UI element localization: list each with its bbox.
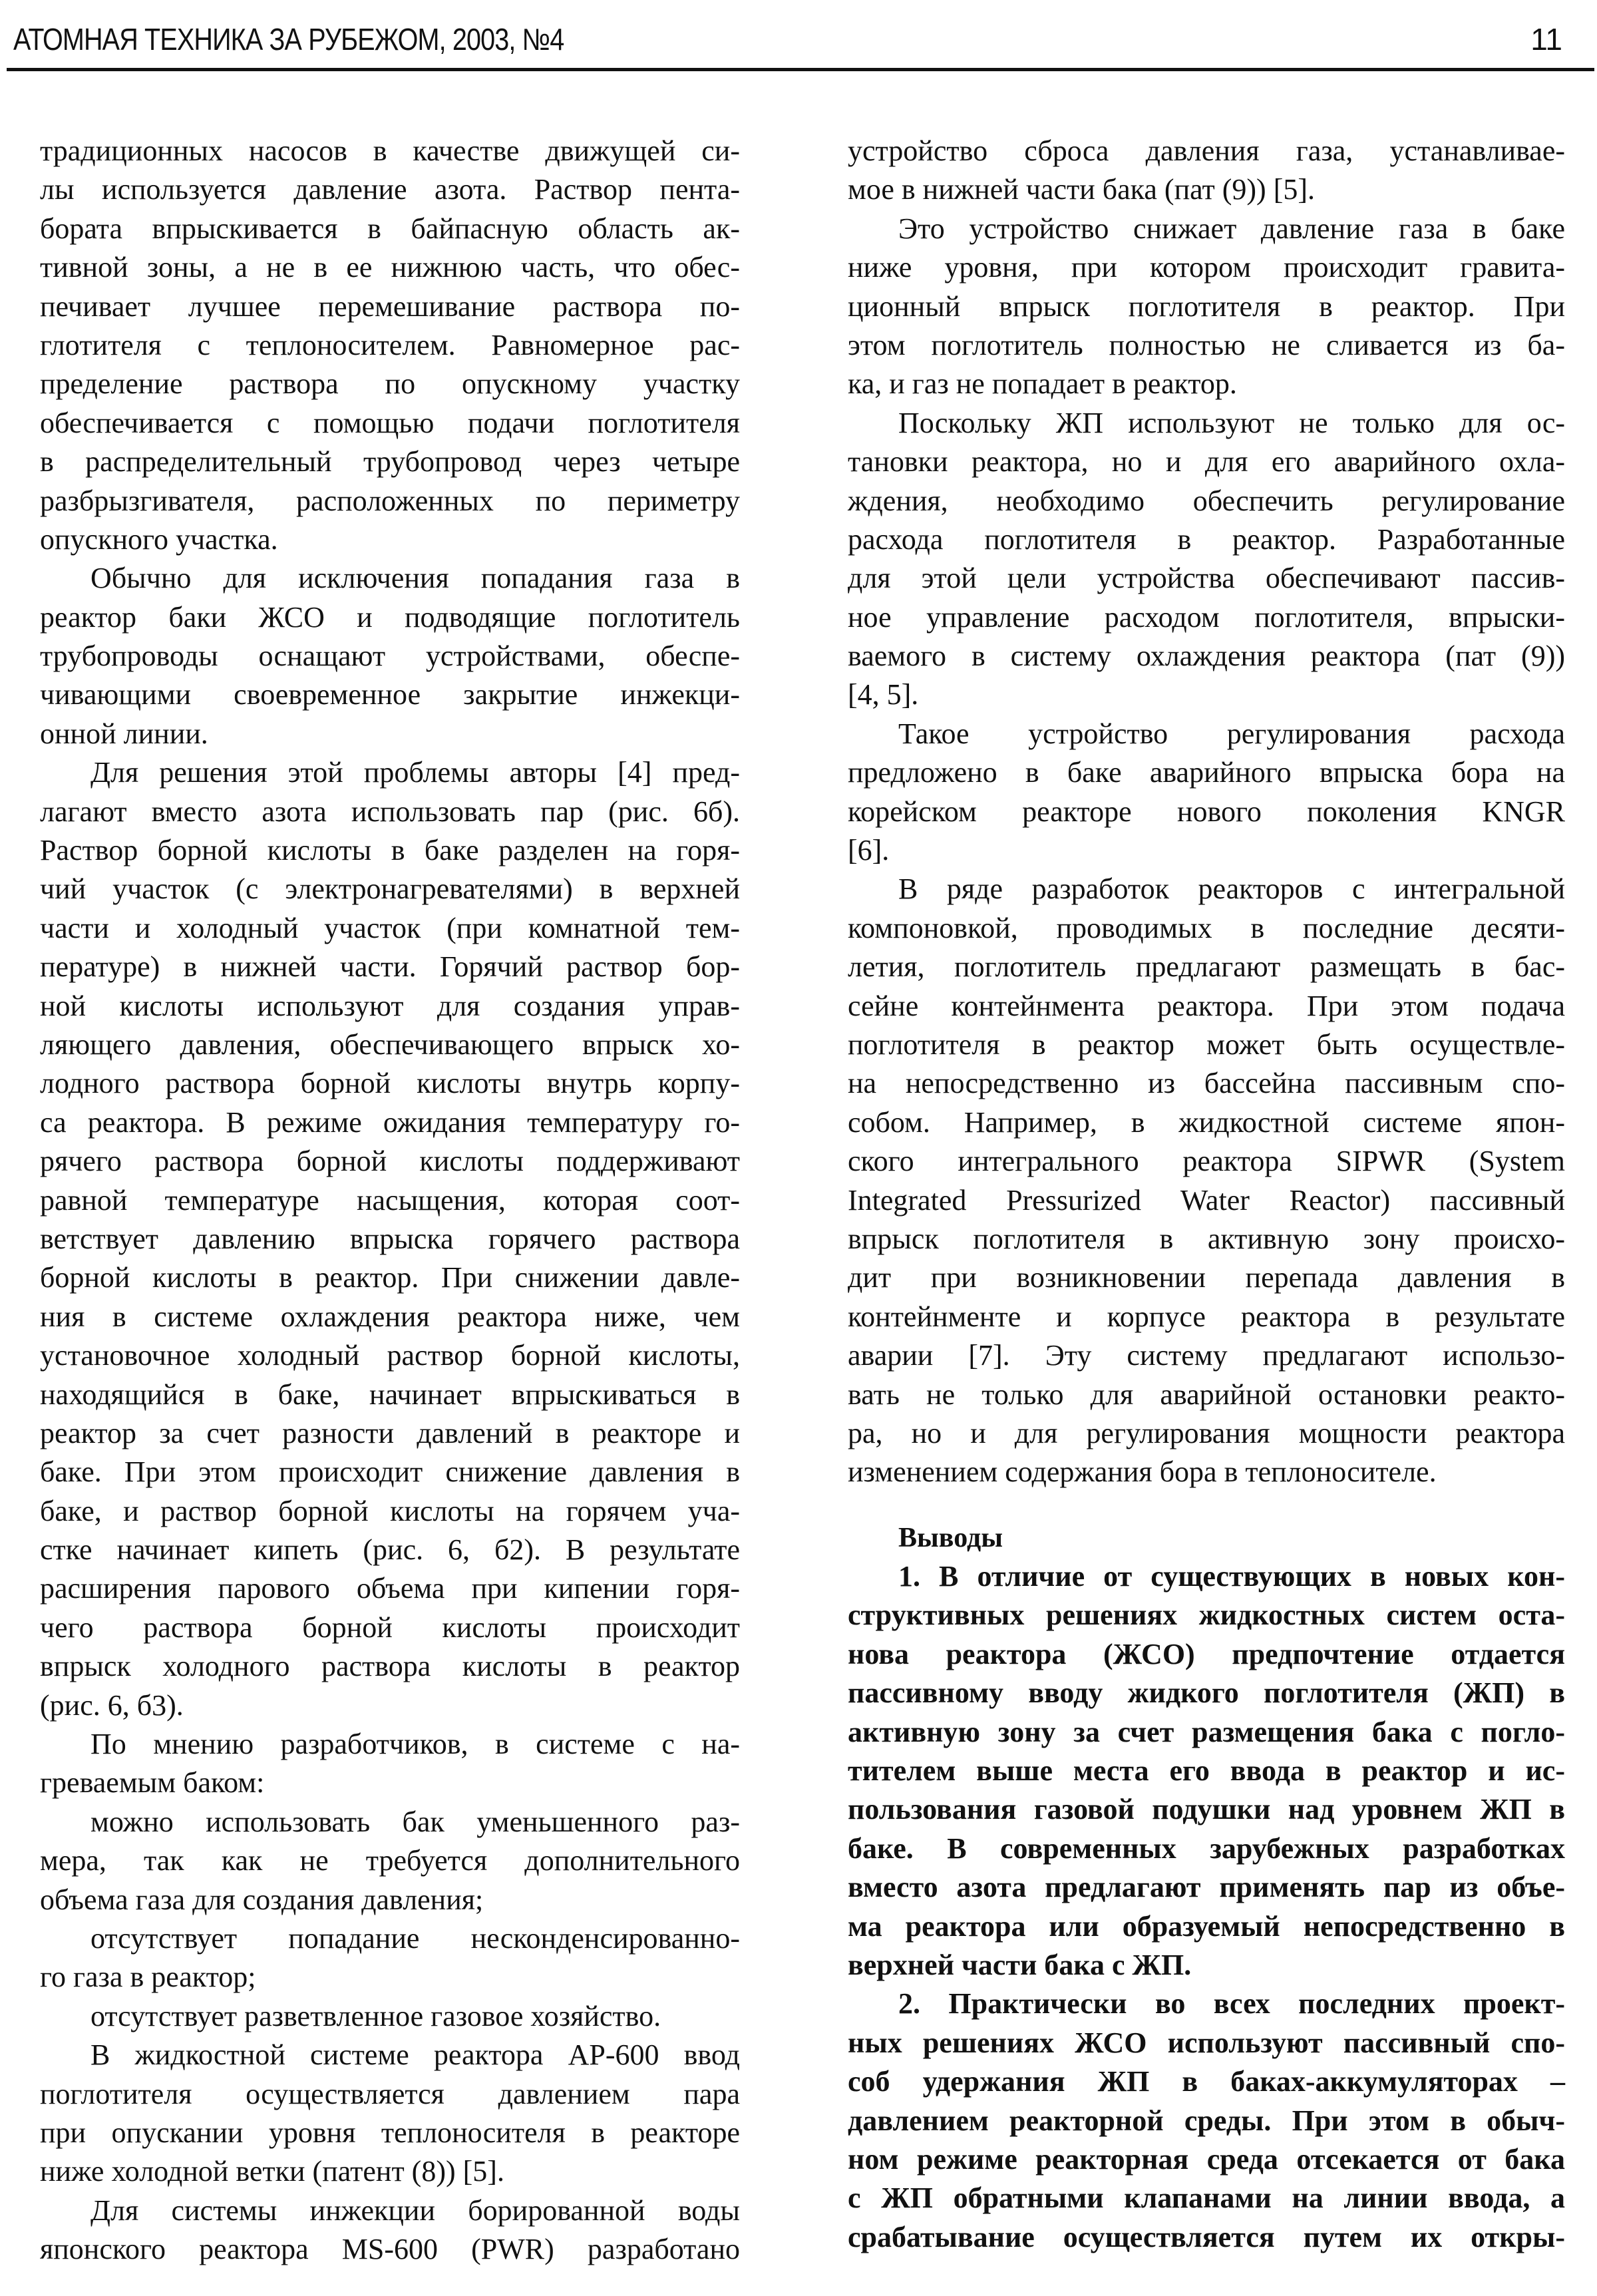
right-column-body [848, 132, 1565, 1492]
text-line: можно использовать бак уменьшенного раз- [90, 1805, 740, 1838]
text-line: пассивному вводу жидкого поглотителя (ЖП) в [848, 1676, 1565, 1710]
text-line: лагают вместо азота использовать пар (рис. 6б). [40, 795, 740, 828]
text-line: баке. В современных зарубежных разработках [848, 1831, 1565, 1865]
text-line: дит при возникновении перепада давления в [848, 1261, 1565, 1294]
conclusions-heading: Выводы [898, 1522, 1003, 1553]
text-line: В жидкостной системе реактора АР-600 ввод [90, 2038, 740, 2072]
text-line: рячего раствора борной кислоты поддерживают [40, 1145, 740, 1178]
paragraph [40, 1725, 740, 1803]
text-line: го газа в реактор; [40, 1961, 256, 1994]
text-line: в распределительный трубопровод через четыре [40, 445, 740, 478]
text-line: пределение раствора по опускному участку [40, 367, 740, 401]
text-line: ной кислоты используют для создания управ- [40, 989, 740, 1022]
paragraph [40, 1919, 740, 1997]
paragraph [848, 715, 1565, 870]
paragraph [848, 210, 1565, 404]
text-line: ных решениях ЖСО используют пассивный спо- [848, 2026, 1565, 2059]
text-line: верхней части бака с ЖП. [848, 1948, 1192, 1981]
text-line: отсутствует попадание несконденсированно- [90, 1921, 740, 1955]
paragraph [848, 1985, 1565, 2257]
text-line: реактор за счет разности давлений в реакторе и [40, 1416, 740, 1449]
text-line: пературе) в нижней части. Горячий раствор бор- [40, 950, 740, 984]
text-line: срабатывание осуществляется путем их откры- [848, 2220, 1565, 2253]
text-line: ветствует давлению впрыска горячего раствора [40, 1222, 740, 1255]
paragraph [40, 1803, 740, 1919]
text-line: традиционных насосов в качестве движущей си- [40, 134, 740, 167]
text-line: Для системы инжекции борированной воды [90, 2194, 740, 2227]
text-line: Обычно для исключения попадания газа в [90, 562, 740, 595]
paragraph [848, 1557, 1565, 1985]
text-line: тановки реактора, но и для его аварийного охла- [848, 445, 1565, 478]
text-line: чего раствора борной кислоты происходит [40, 1611, 740, 1644]
text-line: По мнению разработчиков, в системе с на- [90, 1728, 740, 1761]
text-line: ского интегрального реактора SIPWR (System [848, 1145, 1565, 1178]
text-line: компоновкой, проводимых в последние десяти- [848, 911, 1565, 944]
page-number: 11 [1530, 22, 1562, 57]
text-line: ния в системе охлаждения реактора ниже, чем [40, 1300, 740, 1333]
text-line: японского реактора MS-600 (PWR) разработано [40, 2233, 740, 2266]
text-line: глотителя с теплоносителем. Равномерное рас- [40, 328, 740, 361]
text-line: части и холодный участок (при комнатной тем- [40, 911, 740, 944]
text-line: тивной зоны, а не в ее нижнюю часть, что обес- [40, 251, 740, 284]
text-line: ниже холодной ветки (патент (8)) [5]. [40, 2155, 504, 2188]
text-line: [6]. [848, 834, 890, 867]
text-line: чий участок (с электронагревателями) в верхней [40, 872, 740, 906]
text-line: вместо азота предлагают применять пар из объе- [848, 1871, 1565, 1904]
text-line: на непосредственно из бассейна пассивным спо- [848, 1067, 1565, 1100]
paragraph [40, 132, 740, 559]
text-line: (рис. 6, б3). [40, 1688, 184, 1722]
text-line: отсутствует разветвленное газовое хозяйство. [90, 1999, 661, 2032]
text-line: лодного раствора борной кислоты внутрь корпу- [40, 1067, 740, 1100]
text-line: ма реактора или образуемый непосредственно в [848, 1909, 1565, 1943]
paragraph [40, 2036, 740, 2192]
text-line: сейне контейнмента реактора. При этом подача [848, 989, 1565, 1022]
paragraph [40, 559, 740, 753]
text-line: борной кислоты в реактор. При снижении давле- [40, 1261, 740, 1294]
text-line: стке начинает кипеть (рис. 6, б2). В результате [40, 1533, 740, 1567]
text-line: ваемого в систему охлаждения реактора (пат (9)) [848, 640, 1565, 673]
text-line: этом поглотитель полностью не сливается из ба- [848, 328, 1565, 361]
text-line: 1. В отличие от существующих в новых кон- [898, 1560, 1565, 1593]
text-line: ра, но и для регулирования мощности реактора [848, 1416, 1565, 1449]
text-line: Раствор борной кислоты в баке разделен на горя- [40, 834, 740, 867]
paragraph [848, 404, 1565, 715]
paragraph [848, 870, 1565, 1491]
text-line: для этой цели устройства обеспечивают пассив- [848, 562, 1565, 595]
text-line: [4, 5]. [848, 678, 919, 711]
paragraph [40, 1997, 740, 2036]
text-line: баке, и раствор борной кислоты на горячем уча- [40, 1494, 740, 1527]
text-line: ждения, необходимо обеспечить регулирование [848, 484, 1565, 517]
left-column [40, 132, 740, 2269]
text-line: разбрызгивателя, расположенных по периметру [40, 484, 740, 517]
text-line: тителем выше места его ввода в реактор и ис- [848, 1754, 1565, 1788]
text-line: соб удержания ЖП в баках-аккумуляторах – [848, 2065, 1565, 2098]
text-line: баке. При этом происходит снижение давления в [40, 1455, 740, 1489]
text-line: печивает лучшее перемешивание раствора по- [40, 289, 740, 323]
text-line: пользования газовой подушки над уровнем ЖП в [848, 1793, 1565, 1826]
text-line: онной линии. [40, 717, 208, 750]
text-line: Поскольку ЖП используют не только для ос- [898, 406, 1565, 439]
text-line: контейнменте и корпусе реактора в результате [848, 1300, 1565, 1333]
text-line: греваемым баком: [40, 1766, 265, 1800]
text-line: Integrated Pressurized Water Reactor) пассивный [848, 1183, 1565, 1217]
text-line: Это устройство снижает давление газа в баке [898, 212, 1565, 245]
text-line: ционный впрыск поглотителя в реактор. При [848, 289, 1565, 323]
text-line: поглотителя осуществляется давлением пара [40, 2077, 740, 2110]
text-line: опускного участка. [40, 522, 278, 556]
text-line: ка, и газ не попадает в реактор. [848, 367, 1237, 401]
text-line: при опускании уровня теплоносителя в реакторе [40, 2116, 740, 2149]
right-column [848, 132, 1565, 2257]
header-rule [7, 68, 1594, 71]
text-line: обеспечивается с помощью подачи поглотителя [40, 406, 740, 439]
text-line: давлением реакторной среды. При этом в обыч- [848, 2104, 1565, 2137]
text-line: расширения парового объема при кипении горя- [40, 1572, 740, 1605]
text-line: ляющего давления, обеспечивающего впрыск хо- [40, 1028, 740, 1061]
text-line: установочное холодный раствор борной кислоты, [40, 1339, 740, 1372]
text-line: находящийся в баке, начинает впрыскиваться в [40, 1378, 740, 1411]
text-line: Для решения этой проблемы авторы [4] пред- [90, 756, 740, 789]
conclusions-body [848, 1557, 1565, 2257]
text-line: изменением содержания бора в теплоносителе. [848, 1455, 1437, 1489]
text-line: вать не только для аварийной остановки реакто- [848, 1378, 1565, 1411]
paragraph [40, 2192, 740, 2269]
text-line: аварии [7]. Эту систему предлагают использо- [848, 1339, 1565, 1372]
text-line: впрыск поглотителя в активную зону происхо- [848, 1222, 1565, 1255]
text-line: с ЖП обратными клапанами на линии ввода, а [848, 2182, 1565, 2215]
text-line: мера, так как не требуется дополнительного [40, 1844, 740, 1877]
paragraph [40, 753, 740, 1725]
text-line: впрыск холодного раствора кислоты в реактор [40, 1650, 740, 1683]
text-line: Такое устройство регулирования расхода [898, 717, 1565, 750]
text-line: лы используется давление азота. Раствор пента- [40, 173, 740, 206]
text-line: равной температуре насыщения, которая соот- [40, 1183, 740, 1217]
text-line: 2. Практически во всех последних проект- [898, 1987, 1565, 2020]
text-line: нова реактора (ЖСО) предпочтение отдается [848, 1637, 1565, 1670]
text-line: собом. Например, в жидкостной системе япон- [848, 1105, 1565, 1139]
text-line: летия, поглотитель предлагают размещать в бас- [848, 950, 1565, 984]
text-line: объема газа для создания давления; [40, 1883, 484, 1916]
text-line: реактор баки ЖСО и подводящие поглотитель [40, 600, 740, 634]
text-line: корейском реакторе нового поколения KNGR [848, 795, 1565, 828]
journal-header: АТОМНАЯ ТЕХНИКА ЗА РУБЕЖОМ, 2003, №4 [13, 22, 564, 57]
text-line: чивающими своевременное закрытие инжекци- [40, 678, 740, 711]
text-line: ном режиме реакторная среда отсекается от бака [848, 2142, 1565, 2176]
text-line: устройство сброса давления газа, устанавливае- [848, 134, 1565, 167]
text-line: бората впрыскивается в байпасную область ак- [40, 212, 740, 245]
text-line: расхода поглотителя в реактор. Разработанные [848, 522, 1565, 556]
text-line: трубопроводы оснащают устройствами, обеспе- [40, 640, 740, 673]
text-line: са реактора. В режиме ожидания температуру го- [40, 1105, 740, 1139]
text-line: активную зону за счет размещения бака с погло- [848, 1715, 1565, 1748]
text-line: структивных решениях жидкостных систем оста- [848, 1599, 1565, 1632]
text-line: ниже уровня, при котором происходит гравита- [848, 251, 1565, 284]
text-line: ное управление расходом поглотителя, впрыски- [848, 600, 1565, 634]
text-line: предложено в баке аварийного впрыска бора на [848, 756, 1565, 789]
text-line: мое в нижней части бака (пат (9)) [5]. [848, 173, 1316, 206]
text-line: В ряде разработок реакторов с интегральной [898, 872, 1565, 906]
text-line: поглотителя в реактор может быть осуществле- [848, 1028, 1565, 1061]
paragraph [848, 132, 1565, 210]
